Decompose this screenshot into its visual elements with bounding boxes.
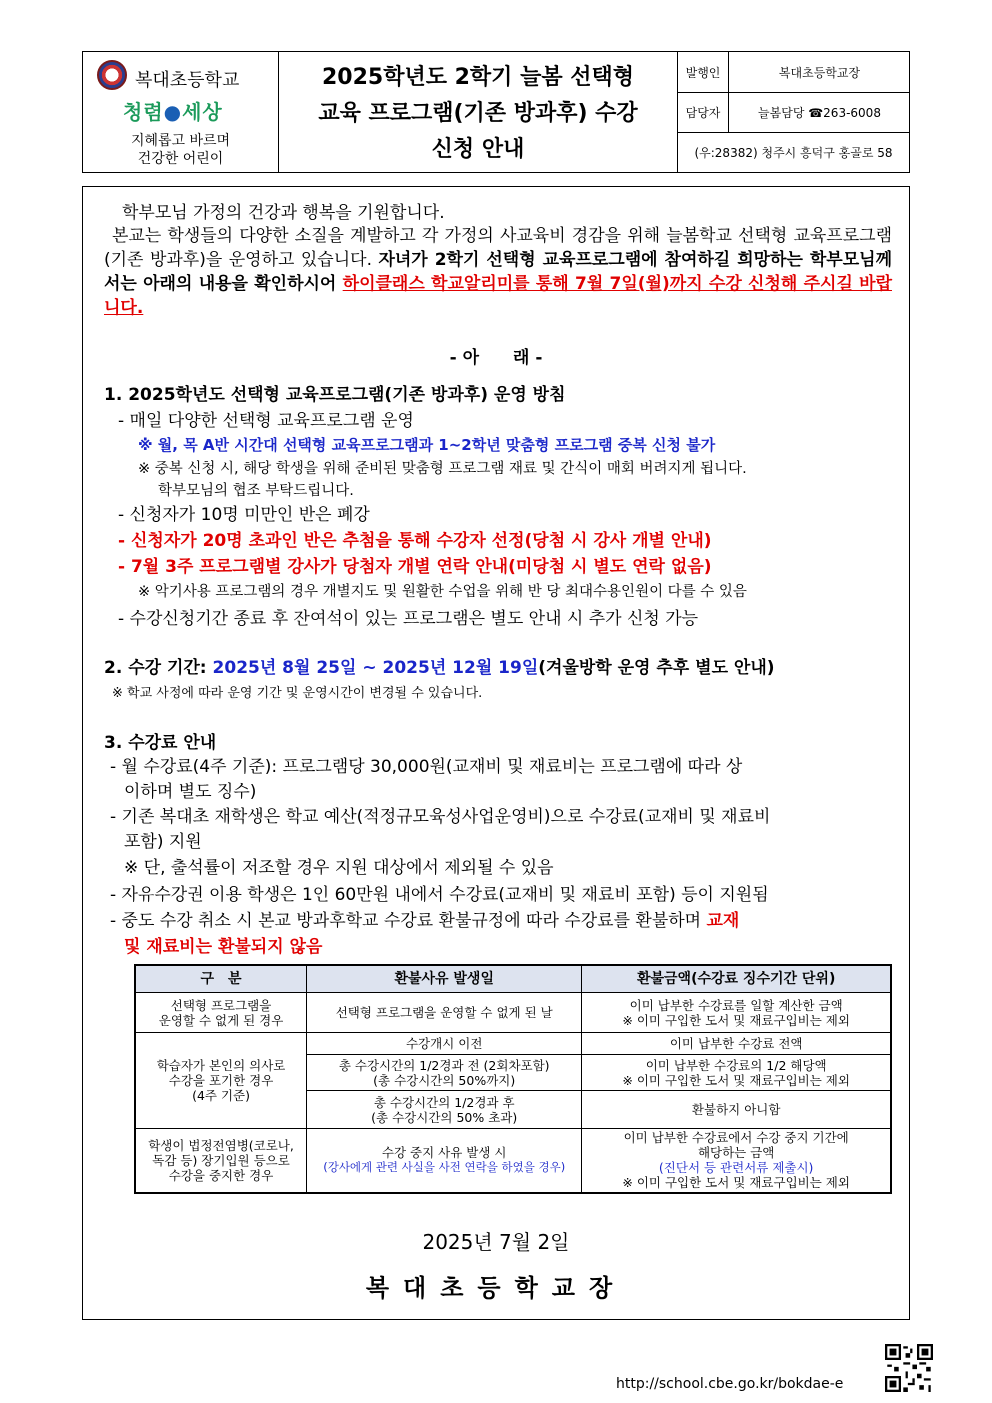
s1-bullet1: - 매일 다양한 선택형 교육프로그램 운영 [118, 411, 414, 431]
s2-note: ※ 학교 사정에 따라 운영 기간 및 운영시간이 변경될 수 있습니다. [112, 686, 483, 701]
s3-bullet4: - 중도 수강 취소 시 본교 방과후학교 수강료 환불규정에 따라 수강료를 환불하며 교재 [110, 911, 740, 931]
issue-date: 2025년 7월 2일 [422, 1230, 570, 1254]
s1-bullet2: - 신청자가 10명 미만인 반은 폐강 [118, 505, 370, 525]
s3-bullet2b: 포함) 지원 [124, 832, 202, 852]
s1-bullet5: - 수강신청기간 종료 후 잔여석이 있는 프로그램은 별도 안내 시 추가 신청 가능 [118, 609, 699, 629]
table-header-row [135, 965, 891, 993]
contact-row: 담당자 늘봄담당 ☎263-6008 [678, 92, 909, 133]
s1-note1: ※ 월, 목 A반 시간대 선택형 교육프로그램과 1~2학년 맞춤형 프로그램 중복 신청 불가 [138, 436, 716, 454]
integrity-logo: 청렴●세상 [123, 100, 223, 124]
s3-bullet4b: 및 재료비는 환불되지 않음 [124, 937, 323, 957]
s1-note2b: 학부모님의 협조 부탁드립니다. [158, 483, 354, 499]
globe-icon: ● [163, 100, 183, 124]
table-row: 선택형 프로그램을 운영할 수 없게 된 경우 선택형 프로그램을 운영할 수 없게 된 날 이미 납부한 수강료를 일할 계산한 금액 ※ 이미 구입한 도서 및 재료구입비는 제외 [135, 993, 891, 1033]
address-row: (우:28382) 청주시 흥덕구 홍골로 58 [694, 146, 893, 160]
s1-bullet4: - 7월 3주 프로그램별 강사가 당첨자 개별 연락 안내(미당첨 시 별도 연락 없음) [118, 557, 712, 577]
signature: 복대초등학교장 [365, 1274, 627, 1302]
table-row: 총 수강시간의 1/2경과 전 (2회차포함) (총 수강시간의 50%까지) 이미 납부한 수강료의 1/2 해당액 ※ 이미 구입한 도서 및 재료구입비는 제외 [135, 1055, 891, 1091]
s3-bullet1a: - 월 수강료(4주 기준): 프로그램당 30,000원(교재비 및 재료비는 프로그램에 따라 상 [110, 757, 743, 777]
col-amount: 환불금액(수강료 징수기간 단위) [582, 965, 891, 993]
below-heading: - 아 래 - [449, 348, 543, 368]
s3-bullet3: - 자유수강권 이용 학생은 1인 60만원 내에서 수강료(교재비 및 재료비 포함) 등이 지원됨 [110, 885, 769, 905]
s3-bullet2a: - 기존 복대초 재학생은 학교 예산(적정규모육성사업운영비)으로 수강료(교재비 및 재료비 [110, 807, 771, 827]
s1-note3: ※ 악기사용 프로그램의 경우 개별지도 및 원활한 수업을 위해 반 당 최대수용인원이 다를 수 있음 [138, 584, 747, 600]
greeting: 학부모님 가정의 건강과 행복을 기원합니다. [122, 203, 445, 223]
document-title: 2025학년도 2학기 늘봄 선택형 교육 프로그램(기존 방과후) 수강 신청 안내 [318, 65, 638, 162]
table-row: 학생이 법정전염병(코로나, 독감 등) 장기입원 등으로 수강을 중지한 경우 수강 중지 사유 발생 시 (강사에게 관련 사실을 사전 연락을 하였을 경우) 이미 납부한 수강료에서 수강 중지 기간에 해당하는 금액 (진단서 등 관련서류 제출시) ※ 이미 구입한 도서 및 재료구입비는 제외 [135, 1129, 891, 1193]
school-name: 복대초등학교 [135, 70, 240, 91]
publisher-row: 발행인 복대초등학교장 [678, 52, 909, 93]
section3-heading: 3. 수강료 안내 [104, 733, 217, 753]
s3-bullet2-note: ※ 단, 출석률이 저조할 경우 지원 대상에서 제외될 수 있음 [124, 858, 554, 878]
school-url-link[interactable]: http://school.cbe.go.kr/bokdae-e [616, 1376, 844, 1392]
col-when: 환불사유 발생일 [307, 965, 582, 993]
intro-paragraph: 본교는 학생들의 다양한 소질을 계발하고 각 가정의 사교육비 경감을 위해 늘봄학교 선택형 교육프로그램(기존 방과후)을 운영하고 있습니다. 자녀가 2학기 선택형 교육프로그램에 참여하길 희망하는 학부모님께서는 아래의 내용을 확인하시어 하이클래스 학교알리미를 통해 7월 7일(월)까지 수강 신청해 주시길 바랍니다. [104, 226, 892, 318]
qr-code-icon[interactable] [885, 1344, 933, 1392]
section1-heading: 1. 2025학년도 선택형 교육프로그램(기존 방과후) 운영 방침 [104, 385, 566, 405]
letterhead [82, 51, 910, 173]
s3-bullet1b: 이하며 별도 징수) [124, 782, 257, 802]
section2-heading: 2. 수강 기간: 2025년 8월 25일 ~ 2025년 12월 19일(겨울방학 운영 추후 별도 안내) [104, 658, 775, 678]
refund-table [134, 964, 892, 1194]
col-category: 구 분 [135, 965, 307, 993]
school-motto: 지혜롭고 바르며 건강한 어린이 [130, 133, 231, 167]
s1-note2: ※ 중복 신청 시, 해당 학생을 위해 준비된 맞춤형 프로그램 재료 및 간식이 매회 버려지게 됩니다. [138, 461, 747, 477]
s1-bullet3: - 신청자가 20명 초과인 반은 추첨을 통해 수강자 선정(당첨 시 강사 개별 안내) [118, 531, 712, 551]
school-emblem-icon [97, 60, 127, 90]
table-row: 총 수강시간의 1/2경과 후 (총 수강시간의 50% 초과) 환불하지 아니함 [135, 1091, 891, 1129]
table-row: 학습자가 본인의 의사로 수강을 포기한 경우 (4주 기준) 수강개시 이전 이미 납부한 수강료 전액 [135, 1033, 891, 1055]
